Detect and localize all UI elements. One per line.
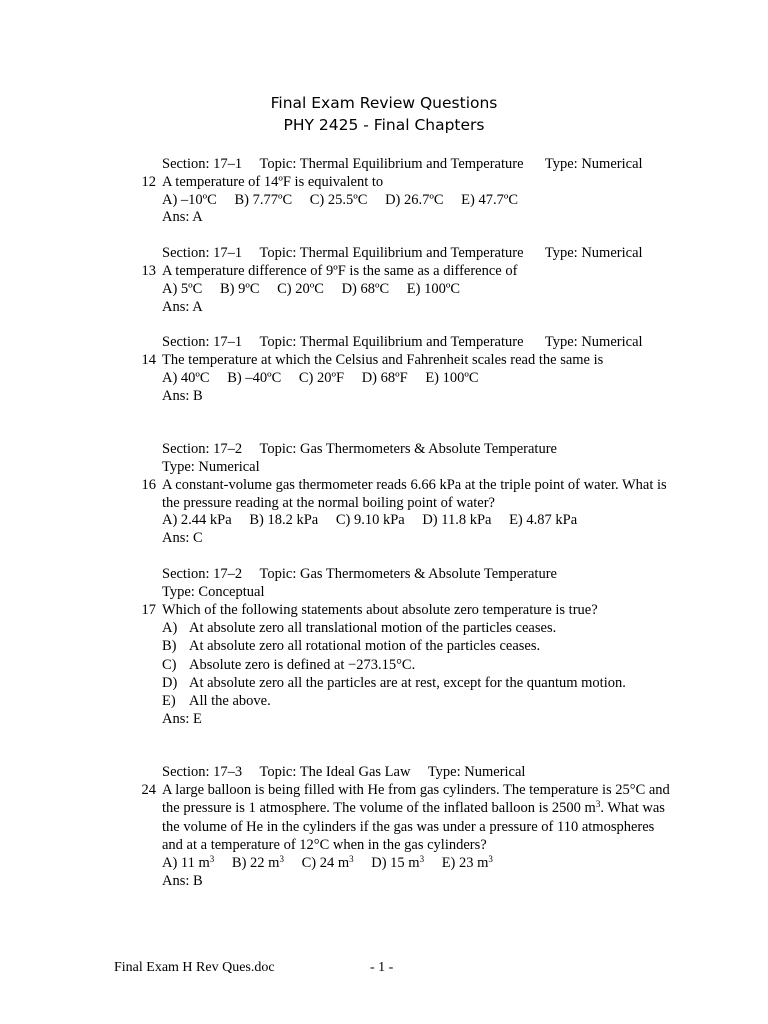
q17-choice-d-text: At absolute zero all the particles are at rest, except for the quantum motion. — [189, 675, 626, 691]
q12-text: A temperature of 14ºF is equivalent to — [162, 174, 384, 190]
q13-answer: Ans: A — [162, 299, 203, 315]
q12-option-c: C) 25.5ºC — [309, 192, 368, 208]
q16-option-b: B) 18.2 kPa — [249, 512, 319, 528]
q14-answer: Ans: B — [162, 388, 203, 404]
q24-meta — [162, 763, 525, 781]
q16-topic: Topic: Gas Thermometers & Absolute Temperature — [259, 441, 557, 457]
q13-option-b: B) 9ºC — [219, 281, 260, 297]
q17-section: Section: 17–2 — [162, 566, 243, 582]
q24-option-e: E) 23 $m^3$ — [441, 854, 493, 871]
q17-choice-b-text: At absolute zero all rotational motion of the particles ceases. — [189, 638, 541, 654]
q17-choice-b — [162, 637, 540, 655]
q17-answer: Ans: E — [162, 711, 202, 727]
q24-option-a: A) 11 $m^3$ — [162, 854, 215, 871]
q14-option-d: D) 68ºF — [361, 370, 408, 386]
q14-option-a: A) 40ºC — [162, 370, 210, 386]
q13-option-a: A) 5ºC — [162, 281, 203, 297]
q12-options — [162, 191, 518, 209]
q14-option-c: C) 20ºF — [298, 370, 345, 386]
q16-answer: Ans: C — [162, 530, 203, 546]
q12-topic: Topic: Thermal Equilibrium and Temperature — [259, 156, 524, 172]
q17-topic: Topic: Gas Thermometers & Absolute Temperature — [259, 566, 557, 582]
q14-meta — [162, 333, 643, 351]
q14-text: The temperature at which the Celsius and Fahrenheit scales read the same is — [162, 352, 604, 368]
q24-option-b: B) 22 $m^3$ — [231, 854, 284, 871]
q24-text-line2 — [162, 799, 665, 817]
q12-answer: Ans: A — [162, 209, 203, 225]
q24-text-line4: and at a temperature of 12°C when in the gas cylinders? — [162, 837, 487, 853]
q24-number: 24 — [141, 782, 156, 798]
q13-text: A temperature difference of 9ºF is the same as a difference of — [162, 263, 518, 279]
q16-text-line1: A constant-volume gas thermometer reads 6.66 kPa at the triple point of water. What is — [162, 477, 667, 493]
q13-topic: Topic: Thermal Equilibrium and Temperature — [259, 245, 524, 261]
q17-choice-c-label: C) — [162, 657, 177, 673]
q24-text-line2-main: the pressure is 1 atmosphere. The volume of the inflated balloon is 2500 m — [162, 800, 596, 816]
q14-number: 14 — [141, 352, 156, 368]
q13-meta — [162, 244, 643, 262]
q16-section: Section: 17–2 — [162, 441, 243, 457]
q24-answer: Ans: B — [162, 873, 203, 889]
q12-option-d: D) 26.7ºC — [385, 192, 444, 208]
q17-choice-c — [162, 656, 415, 674]
q17-choice-e-text: All the above. — [189, 693, 271, 709]
q24-option-d: D) 15 $m^3$ — [371, 854, 425, 871]
q17-number: 17 — [141, 602, 156, 618]
q16-option-d: D) 11.8 kPa — [422, 512, 492, 528]
q16-meta — [162, 440, 557, 458]
q17-choice-d — [162, 674, 626, 692]
q24-text-line3: the volume of He in the cylinders if the gas was under a pressure of 110 atmospheres — [162, 819, 655, 835]
page-title: Final Exam Review Questions — [270, 94, 498, 112]
q13-number: 13 — [141, 263, 156, 279]
footer-page-number: - 1 - — [370, 960, 394, 975]
q17-choice-d-label: D) — [162, 675, 178, 691]
q13-type: Type: Numerical — [544, 245, 643, 261]
q13-option-e: E) 100ºC — [406, 281, 461, 297]
q24-type: Type: Numerical — [427, 764, 526, 780]
q14-topic: Topic: Thermal Equilibrium and Temperature — [259, 334, 524, 350]
q12-section: Section: 17–1 — [162, 156, 243, 172]
q16-options — [162, 511, 577, 529]
q17-choice-a-text: At absolute zero all translational motion of the particles ceases. — [189, 620, 557, 636]
q17-choice-a-label: A) — [162, 620, 178, 636]
q24-text-line2-sup: 3 — [595, 799, 601, 809]
q16-option-a: A) 2.44 kPa — [162, 512, 232, 528]
q17-choice-b-label: B) — [162, 638, 177, 654]
q14-section: Section: 17–1 — [162, 334, 243, 350]
q14-option-e: E) 100ºC — [425, 370, 479, 386]
q14-type: Type: Numerical — [544, 334, 643, 350]
q13-option-d: D) 68ºC — [341, 281, 390, 297]
q13-options — [162, 280, 460, 298]
q17-type: Type: Conceptual — [162, 584, 265, 600]
q17-choice-c-text: Absolute zero is defined at −273.15°C. — [189, 657, 416, 673]
q16-text-line2: the pressure reading at the normal boiling point of water? — [162, 495, 495, 511]
q17-text: Which of the following statements about absolute zero temperature is true? — [162, 602, 598, 618]
q24-options — [162, 854, 493, 872]
q12-option-e: E) 47.7ºC — [461, 192, 519, 208]
q24-text-line2-end: . What was — [600, 800, 665, 816]
q13-section: Section: 17–1 — [162, 245, 243, 261]
q24-section: Section: 17–3 — [162, 764, 243, 780]
q12-meta — [162, 155, 643, 173]
q14-option-b: B) –40ºC — [227, 370, 282, 386]
q16-option-e: E) 4.87 kPa — [509, 512, 578, 528]
q17-choice-a — [162, 619, 556, 637]
q17-meta — [162, 565, 557, 583]
q12-number: 12 — [141, 174, 156, 190]
q12-option-b: B) 7.77ºC — [234, 192, 293, 208]
q24-option-c: C) 24 $m^3$ — [301, 854, 354, 871]
q12-type: Type: Numerical — [544, 156, 643, 172]
q16-option-c: C) 9.10 kPa — [335, 512, 405, 528]
q24-text-line1: A large balloon is being filled with He from gas cylinders. The temperature is 25°C and — [162, 782, 670, 798]
q16-type: Type: Numerical — [162, 459, 260, 475]
q16-number: 16 — [141, 477, 156, 493]
q17-choice-e — [162, 692, 271, 710]
q24-topic: Topic: The Ideal Gas Law — [259, 764, 411, 780]
q14-options — [162, 369, 479, 387]
q13-option-c: C) 20ºC — [277, 281, 324, 297]
q12-option-a: A) –10ºC — [162, 192, 217, 208]
footer-filename: Final Exam H Rev Ques.doc — [114, 960, 275, 975]
q17-choice-e-label: E) — [162, 693, 176, 709]
page-subtitle: PHY 2425 - Final Chapters — [283, 116, 485, 134]
